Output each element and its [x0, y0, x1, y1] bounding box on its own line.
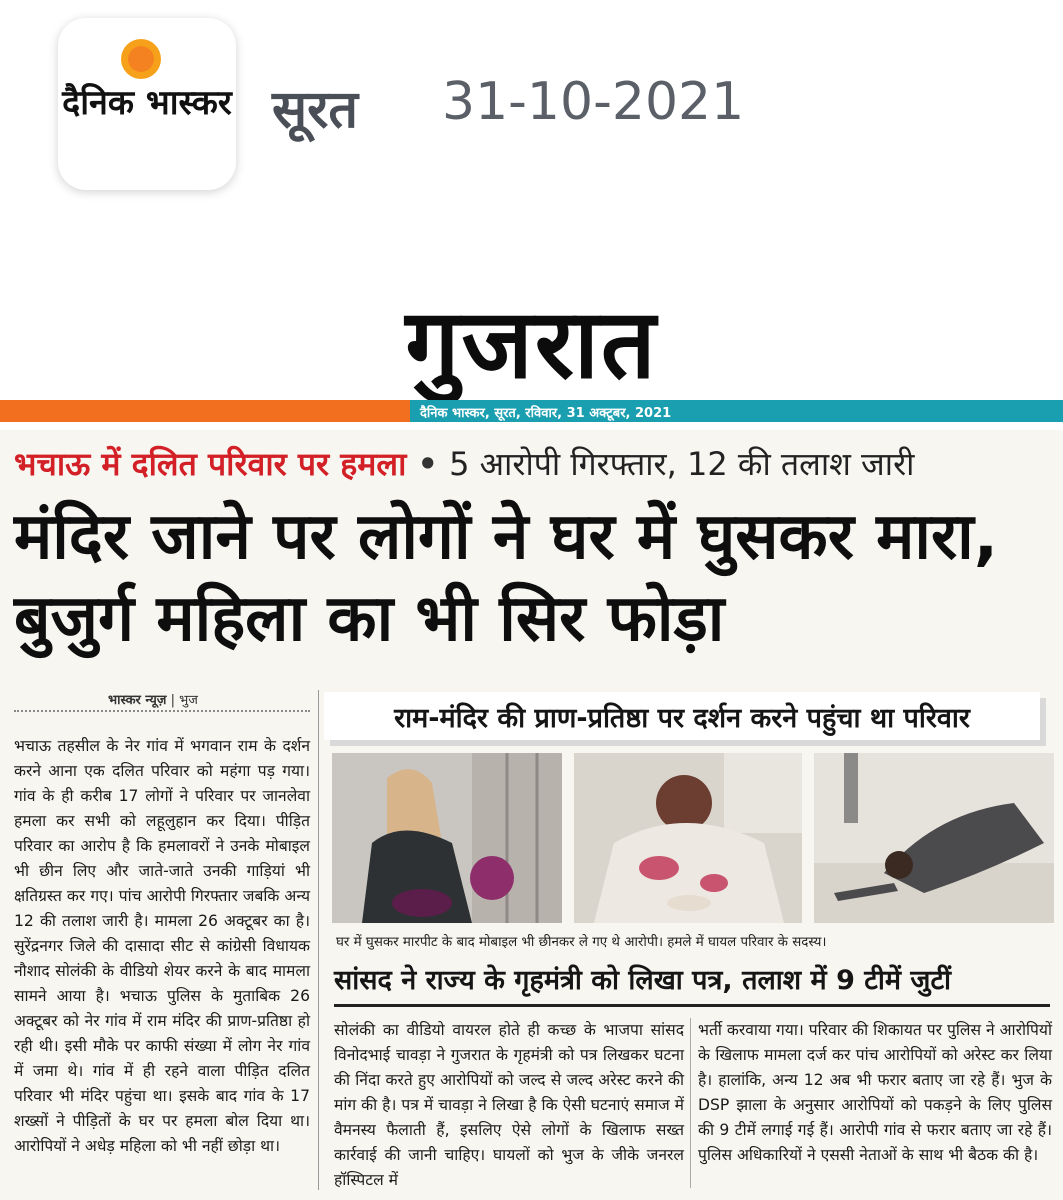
- middle-body: सोलंकी का वीडियो वायरल होते ही कच्छ के भाजपा सांसद विनोदभाई चावड़ा ने गुजरात के गृहमंत्री को पत्र लिखकर घटना की निंदा करते हुए आरोपियों को जल्द से जल्द अरेस्ट करने की मांग की है। पत्र में चावड़ा ने लिखा है कि ऐसी घटनाएं समाज में वैमनस्य फैलाती हैं, इसलिए ऐसे लोगों के खिलाफ सख्त कार्रवाई की जानी चाहिए। घायलों को भुज के जीके जनरल हॉस्पिटल में: [334, 1021, 684, 1189]
- kicker-rest: 5 आरोपी गिरफ्तार, 12 की तलाश जारी: [449, 445, 915, 483]
- photo-injured-man[interactable]: [574, 753, 802, 923]
- column-divider: [318, 690, 319, 1190]
- strip-dateline: दैनिक भास्कर, सूरत, रविवार, 31 अक्टूबर, 2021: [420, 406, 672, 421]
- left-column: [14, 710, 310, 1190]
- kicker: [14, 442, 1054, 485]
- bullet-icon: •: [417, 445, 438, 483]
- subhead-2: सांसद ने राज्य के गृहमंत्री को लिखा पत्र, तलाश में 9 टीमें जुटीं: [334, 965, 952, 996]
- dainik-bhaskar-logo[interactable]: [58, 18, 236, 190]
- photo-man-on-floor[interactable]: [814, 753, 1054, 923]
- kicker-red: भचाऊ में दलित परिवार पर हमला: [14, 445, 407, 483]
- headline: मंदिर जाने पर लोगों ने घर में घुसकर मारा, बुजुर्ग महिला का भी सिर फोड़ा: [14, 500, 999, 656]
- subhead-1: राम-मंदिर की प्राण-प्रतिष्ठा पर दर्शन करने पहुंचा था परिवार: [324, 692, 1040, 740]
- left-body: भचाऊ तहसील के नेर गांव में भगवान राम के दर्शन करने आना एक दलित परिवार को महंगा पड़ गया। गांव के ही करीब 17 लोगों ने परिवार पर जानलेवा हमला कर सभी को लहूलुहान कर दिया। पीड़ित परिवार का आरोप है कि हमलावरों ने उनके मोबाइल भी छीन लिए और जाते-जाते उनकी गाड़ियां भी क्षतिग्रस्त कर गए। पांच आरोपी गिरफ्तार जबकि अन्य 12 की तलाश जारी है। मामला 26 अक्टूबर का है। सुरेंद्रनगर जिले की दासादा सीट से कांग्रेसी विधायक नौशाद सोलंकी के वीडियो शेयर करने के बाद मामला सामने आया है। भचाऊ पुलिस के मुताबिक 26 अक्टूबर को नेर गांव में राम मंदिर की प्राण-प्रतिष्ठा हो रही थी। इसी मौके पर काफी संख्या में लोग नेर गांव में जमा थे। गांव में ही रहने वाला पीड़ित दलित परिवार भी मंदिर पहुंचा था। इसके बाद गांव के 17 शख्सों ने पीड़ितों के घर पर हमला बोल दिया था। आरोपियों ने अधेड़ महिला को भी नहीं छोड़ा था।: [14, 737, 310, 1155]
- strip-orange-band: [0, 400, 410, 422]
- section-title: गुजरात: [405, 288, 658, 400]
- edition-city: सूरत: [272, 80, 359, 140]
- logo-text: दैनिक भास्कर: [62, 83, 232, 123]
- photo-injured-woman[interactable]: [332, 753, 562, 923]
- sun-logo-icon: [120, 38, 162, 80]
- byline-separator: |: [170, 693, 175, 708]
- edition-date: 31-10-2021: [442, 72, 745, 132]
- column-divider-2: [690, 1018, 691, 1188]
- photo-caption: घर में घुसकर मारपीट के बाद मोबाइल भी छीनकर ले गए थे आरोपी। हमले में घायल परिवार के सदस्य।: [336, 935, 827, 950]
- subhead-rule: [334, 1004, 1050, 1007]
- byline-source: भास्कर न्यूज़: [108, 693, 167, 708]
- byline-place: भुज: [179, 693, 198, 708]
- masthead-strip: [0, 400, 1063, 422]
- middle-column: [334, 1018, 684, 1193]
- right-body: भर्ती करवाया गया। परिवार की शिकायत पर पुलिस ने आरोपियों के खिलाफ मामला दर्ज कर पांच आरोपियों को अरेस्ट कर लिया है। हालांकि, अन्य 12 अब भी फरार बताए जा रहे हैं। भुज के DSP झाला के अनुसार आरोपियों को पकड़ने के लिए पुलिस की 9 टीमें लगाई गई हैं। आरोपी गांव से फरार बताए जा रहे हैं। पुलिस अधिकारियों ने एससी नेताओं के साथ भी बैठक की है।: [698, 1021, 1052, 1164]
- app-banner: [0, 0, 1063, 215]
- byline: [108, 690, 198, 708]
- right-column: [698, 1018, 1052, 1168]
